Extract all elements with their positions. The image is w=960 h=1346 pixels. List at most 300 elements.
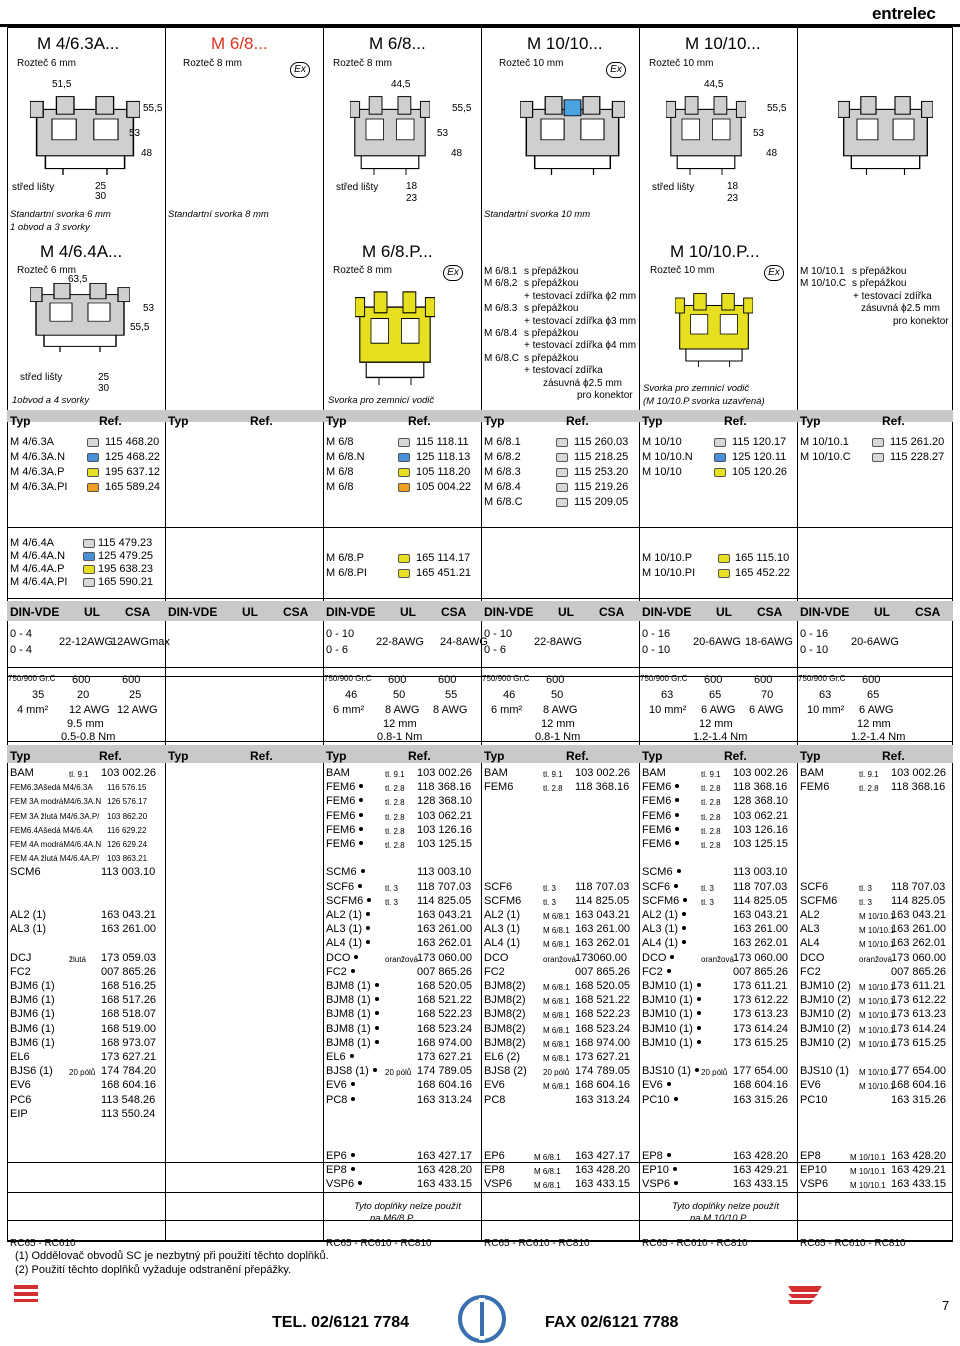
accessory-type: BJM6 (1) — [10, 1036, 55, 1049]
restriction-dot — [367, 898, 371, 902]
accessory-ref: 163 262.01 — [733, 937, 789, 950]
restriction-dot — [682, 940, 686, 944]
ul-gauge: 20-6AWG — [693, 636, 741, 648]
header-typ: Typ — [326, 749, 347, 763]
restriction-notice: Tyto doplňky nelze použít — [354, 1201, 462, 1212]
accessory-ref: 103 125.15 — [417, 838, 473, 850]
column-caption: Svorka pro zemnicí vodič — [643, 383, 750, 394]
variant-desc: zásuvná ϕ2.5 mm — [861, 303, 940, 315]
ref-icon — [87, 438, 99, 447]
accessory-note: 20 pólů — [385, 1068, 412, 1078]
ref-number: 165 590.21 — [98, 576, 154, 588]
variant-desc: + testovací zdířka — [524, 365, 603, 377]
accessory-ref: 168 520.05 — [575, 980, 631, 992]
restriction-dot — [358, 1181, 362, 1185]
accessory-type: DCO — [326, 952, 358, 964]
accessory-type: FC2 — [800, 965, 821, 978]
voltage-ul: 600 — [388, 674, 407, 686]
rail-compat: RC65 - RC610 — [10, 1238, 76, 1249]
accessory-note: tl. 3 — [385, 897, 398, 907]
accessory-ref: 168 974.00 — [417, 1036, 473, 1049]
column-title: M 6/8... — [211, 34, 268, 53]
terminal-drawing — [350, 95, 430, 175]
accessory-note: 116 576.15 — [107, 783, 147, 793]
restriction-dot — [361, 869, 365, 873]
accessory-ref: 103 002.26 — [417, 767, 473, 779]
accessory-ref: 103 062.21 — [417, 809, 473, 822]
accessory-type: FC2 — [642, 966, 671, 978]
accessory-type: AL3 (1) — [642, 923, 686, 935]
ref-icon — [87, 453, 99, 462]
ref-number: 115 479.23 — [98, 537, 153, 549]
accessory-type: PC10 — [642, 1094, 678, 1106]
header-typ: Typ — [800, 414, 821, 428]
dimension-label: 44,5 — [391, 79, 411, 90]
ref-type: M 4/6.3A — [10, 436, 55, 448]
accessory-type: BJM10 (1) — [642, 980, 701, 992]
header-ref: Ref. — [250, 749, 273, 763]
ref-type: M 6/8.C — [484, 496, 523, 508]
restriction-dot — [351, 969, 355, 973]
cert-csa: CSA — [441, 605, 467, 619]
restriction-dot — [675, 784, 679, 788]
extra-type: EP8 — [642, 1150, 671, 1162]
accessory-ref: 163 043.21 — [733, 909, 789, 921]
voltage-ul: 600 — [72, 674, 91, 686]
accessory-ref: 168 518.07 — [101, 1008, 157, 1021]
accessory-note: M 10/10.1 — [859, 1011, 895, 1021]
accessory-ref: 168 604.16 — [101, 1079, 157, 1092]
din-range: 0 - 16 — [800, 628, 829, 640]
cert-din: DIN-VDE — [326, 605, 376, 619]
din-range: 0 - 10 — [484, 628, 513, 640]
accessory-ref: 113 550.24 — [101, 1107, 156, 1120]
variant-desc: s přepážkou — [524, 328, 579, 339]
current-ul: 50 — [393, 689, 406, 701]
accessory-note: 103 862.20 — [107, 811, 148, 821]
extra-note: M 10/10.1 — [850, 1181, 886, 1191]
ref-icon — [87, 468, 99, 477]
column-divider — [323, 27, 324, 1241]
accessory-note: M 10/10.1 — [859, 1025, 895, 1035]
column-divider — [165, 27, 166, 1241]
pitch-label: Rozteč 6 mm — [17, 58, 76, 69]
section-ul: 6 AWG — [859, 704, 894, 716]
accessory-note: tl. 2.8 — [385, 841, 405, 850]
column-title: M 10/10... — [685, 34, 761, 53]
extra-note: M 6/8.1 — [534, 1167, 561, 1177]
row-rule — [7, 667, 953, 668]
variant-code: M 6/8.C — [484, 352, 520, 364]
row-rule — [7, 741, 953, 742]
accessory-ref: 168 604.16 — [891, 1079, 947, 1092]
ex-badge: Ex — [443, 265, 463, 281]
restriction-dot — [670, 955, 674, 959]
din-range: 0 - 10 — [642, 644, 671, 656]
section-title: M 6/8.P... — [362, 242, 433, 261]
pitch-label: Rozteč 8 mm — [333, 58, 392, 69]
accessory-type: BJM8 (1) — [326, 1008, 379, 1020]
restriction-dot — [375, 1026, 379, 1030]
variant-code: M 6/8.3 — [484, 303, 518, 315]
accessory-type: DCO — [642, 952, 674, 964]
ex-badge: Ex — [606, 62, 626, 78]
accessory-note: M 6/8.1 — [543, 1039, 570, 1049]
ref-number: 195 638.23 — [98, 563, 154, 575]
extra-ref: 163 428.20 — [575, 1164, 631, 1177]
accessory-ref: 173 614.24 — [733, 1022, 789, 1035]
accessory-ref: 173 060.00 — [891, 951, 947, 964]
restriction-dot — [366, 940, 370, 944]
accessory-ref: 128 368.10 — [733, 795, 789, 808]
rail-compat: RC65 - RC610 - RC810 — [326, 1238, 432, 1249]
accessory-ref: 113 003.10 — [733, 866, 788, 879]
cert-csa: CSA — [757, 605, 783, 619]
header-ref: Ref. — [724, 749, 747, 763]
accessory-type: FEM6 — [642, 824, 679, 836]
extra-note: M 6/8.1 — [534, 1153, 561, 1162]
column-title: M 4/6.3A... — [37, 34, 120, 53]
ref-icon — [398, 438, 410, 447]
dimension-label: 48 — [451, 148, 463, 159]
accessory-type: AL2 — [800, 909, 820, 921]
restriction-notice: na M 10/10.P — [690, 1213, 747, 1224]
accessory-ref: 118 707.03 — [891, 880, 946, 893]
section-din: 10 mm² — [807, 704, 845, 716]
accessory-note: M 6/8.1 — [543, 1082, 570, 1092]
variant-desc: pro konektor — [893, 315, 949, 327]
ref-number: 115 261.20 — [890, 436, 945, 448]
ref-type: M 4/6.3A.N — [10, 451, 66, 463]
ref-number: 165 452.22 — [735, 567, 791, 579]
terminal-drawing — [30, 282, 130, 352]
strip-length: 12 mm — [857, 718, 891, 730]
accessory-type: BJM8 (1) — [326, 980, 379, 992]
ref-number: 165 115.10 — [735, 552, 790, 564]
dimension-label: 48 — [766, 148, 778, 159]
accessory-type: FEM6 — [326, 824, 363, 836]
ref-icon — [718, 554, 730, 563]
ref-number: 125 468.22 — [105, 451, 161, 463]
accessory-ref: 118 707.03 — [733, 880, 788, 893]
header-ref: Ref. — [99, 749, 122, 763]
accessory-note: tl. 9.1 — [385, 770, 405, 779]
row-rule — [7, 1162, 953, 1163]
accessory-note: M 6/8.1 — [543, 940, 570, 950]
accessory-ref: 168 523.24 — [575, 1022, 631, 1035]
accessory-type: EV6 — [326, 1079, 355, 1091]
accessory-ref: 173 611.21 — [891, 980, 946, 992]
accessory-note: tl. 3 — [701, 883, 714, 893]
dimension-label: 51,5 — [52, 79, 72, 90]
column-caption: Standartní svorka 6 mm — [10, 209, 111, 220]
strip-length: 12 mm — [541, 718, 575, 730]
accessory-ref: 007 865.26 — [575, 965, 631, 978]
ref-icon — [83, 565, 95, 574]
accessory-note: tl. 3 — [543, 883, 556, 893]
restriction-dot — [359, 784, 363, 788]
column-caption: Svorka pro zemnicí vodič — [328, 395, 435, 406]
accessory-type: DCJ — [10, 951, 32, 964]
ref-type: M 4/6.4A.P — [10, 563, 65, 575]
ref-icon — [872, 453, 884, 462]
restriction-dot — [677, 869, 681, 873]
accessory-note: 126 629.24 — [107, 840, 148, 849]
accessory-note: M 6/8.1 — [543, 1025, 570, 1035]
extra-ref: 163 433.15 — [891, 1178, 947, 1191]
accessory-ref: 173 060.00 — [417, 951, 473, 964]
current-din: 46 — [345, 689, 358, 701]
extra-type: EP6 — [484, 1150, 505, 1162]
accessory-type: EL6 (2) — [484, 1051, 521, 1063]
accessory-ref: 114 825.05 — [575, 894, 630, 907]
accessory-type: AL2 (1) — [484, 909, 521, 921]
accessory-type: AL4 (1) — [484, 937, 521, 950]
accessory-ref: 173 615.25 — [891, 1036, 947, 1049]
cert-din: DIN-VDE — [10, 605, 60, 619]
cert-csa: CSA — [599, 605, 625, 619]
accessory-ref: 168 523.24 — [417, 1022, 473, 1035]
accessory-note: tl. 3 — [543, 897, 556, 907]
accessory-note: tl. 2.8 — [701, 798, 721, 808]
ul-gauge: 22-12AWG — [59, 636, 114, 648]
accessory-type: BAM — [642, 767, 666, 779]
din-range: 0 - 6 — [484, 644, 507, 656]
accessory-ref: 163 262.01 — [575, 937, 631, 950]
accessory-note: tl. 2.8 — [701, 812, 721, 822]
accessory-ref: 114 825.05 — [891, 894, 946, 907]
accessory-ref: 163 262.01 — [417, 937, 473, 950]
header-ref: Ref. — [566, 414, 589, 428]
accessory-ref: 163 043.21 — [101, 909, 157, 921]
header-typ: Typ — [10, 749, 31, 763]
accessory-type: BAM — [326, 767, 350, 779]
accessory-type: FEM 3A žlutá M4/6.3A.P/ — [10, 811, 100, 821]
voltage-csa: 600 — [122, 674, 141, 686]
ref-number: 115 118.11 — [416, 436, 469, 448]
column-caption: (M 10/10.P svorka uzavřená) — [643, 396, 765, 407]
accessory-type: FEM6 — [326, 795, 363, 807]
extra-type: EP6 — [326, 1150, 355, 1162]
ref-number: 165 451.21 — [416, 567, 472, 579]
header-ref: Ref. — [724, 414, 747, 428]
current-csa: 70 — [761, 689, 774, 701]
accessory-note: M 10/10.1 — [859, 983, 895, 992]
accessory-type: BJM10 (1) — [642, 1023, 701, 1035]
variant-desc: s přepážkou — [524, 266, 579, 277]
accessory-ref: 118 368.16 — [733, 781, 788, 794]
ref-type: M 10/10.PI — [642, 567, 696, 579]
accessory-ref: 173 612.22 — [891, 994, 947, 1007]
dimension-label: 48 — [141, 148, 153, 159]
ref-icon — [83, 578, 95, 587]
header-ref: Ref. — [99, 414, 122, 428]
ref-number: 105 118.20 — [416, 466, 471, 478]
ref-type: M 4/6.3A.P — [10, 466, 65, 478]
header-typ: Typ — [168, 749, 189, 763]
accessory-type: PC8 — [484, 1093, 506, 1106]
section-ul: 6 AWG — [701, 704, 736, 716]
dimension-label: 30 — [95, 191, 107, 202]
ref-number: 115 253.20 — [574, 466, 629, 478]
cert-din: DIN-VDE — [484, 605, 534, 619]
variant-code: M 6/8.2 — [484, 278, 518, 290]
accessory-note: oranžová — [701, 954, 734, 964]
ref-type: M 10/10.N — [642, 451, 693, 463]
column-divider — [797, 27, 798, 1241]
ref-icon — [398, 453, 410, 462]
accessory-type: BJS8 (1) — [326, 1065, 377, 1077]
accessory-ref: 113 003.10 — [101, 866, 156, 879]
accessory-type: EL6 — [10, 1051, 30, 1063]
restriction-dot — [673, 1167, 677, 1171]
accessory-note: tl. 3 — [385, 883, 398, 893]
center-logo — [455, 1294, 509, 1344]
ref-type: M 6/8.PI — [326, 567, 367, 579]
accessory-ref: 103 002.26 — [733, 767, 789, 779]
restriction-dot — [366, 926, 370, 930]
variant-code: M 10/10.C — [800, 278, 847, 290]
restriction-dot — [359, 841, 363, 845]
ref-icon — [398, 554, 410, 563]
torque: 1.2-1.4 Nm — [851, 731, 906, 743]
restriction-dot — [359, 813, 363, 817]
accessory-type: EV6 — [484, 1079, 505, 1092]
accessory-type: BJM10 (2) — [800, 980, 851, 992]
ref-number: 115 219.26 — [574, 481, 629, 493]
accessory-ref: 173 059.03 — [101, 951, 157, 964]
accessory-ref: 103 062.21 — [733, 809, 789, 822]
ref-icon — [714, 438, 726, 447]
accessory-type: BJM10 (1) — [642, 1037, 701, 1049]
accessory-ref: 103 002.26 — [891, 767, 947, 779]
strip-length: 12 mm — [699, 718, 733, 730]
header-typ: Typ — [168, 414, 189, 428]
ex-badge: Ex — [290, 62, 310, 78]
current-ul: 20 — [77, 689, 90, 701]
current-din: 46 — [503, 689, 516, 701]
dimension-label: 30 — [98, 383, 110, 394]
torque: 0.8-1 Nm — [377, 731, 423, 743]
ul-gauge: 20-6AWG — [851, 636, 899, 648]
variant-desc: + testovací zdířka ϕ3 mm — [524, 315, 637, 327]
accessory-note: 20 pólů — [69, 1068, 96, 1078]
column-title: M 6/8... — [369, 34, 426, 53]
ul-gauge: 22-8AWG — [376, 636, 424, 648]
accessory-ref: 173 060.00 — [733, 951, 789, 964]
accessory-type: BAM — [484, 767, 508, 779]
section-ul: 8 AWG — [385, 704, 420, 716]
dimension-label: 53 — [143, 303, 155, 314]
dimension-label: 18 — [727, 181, 739, 192]
ref-type: M 10/10.1 — [800, 436, 849, 448]
current-ul: 65 — [867, 689, 880, 701]
accessory-ref: 168 521.22 — [575, 994, 631, 1007]
accessory-ref: 168 974.00 — [575, 1036, 631, 1049]
accessory-note: M 10/10.1 — [859, 1068, 895, 1078]
accessory-type: BJS10 (1) — [642, 1065, 699, 1077]
accessory-ref: 168 520.05 — [417, 980, 473, 992]
rail-label: střed lišty — [20, 372, 63, 383]
fax-number: FAX 02/6121 7788 — [545, 1314, 679, 1331]
terminal-drawing — [675, 292, 753, 367]
accessory-type: PC10 — [800, 1093, 828, 1106]
ref-number: 115 120.17 — [732, 436, 787, 448]
accessory-ref: 163 043.21 — [891, 909, 947, 921]
pitch-label: Rozteč 6 mm — [17, 265, 76, 276]
section-title: M 4/6.4A... — [40, 242, 123, 261]
accessory-type: FEM6 — [642, 795, 679, 807]
restriction-dot — [373, 1068, 377, 1072]
header-ref: Ref. — [566, 749, 589, 763]
ref-icon — [556, 468, 568, 477]
terminal-drawing — [666, 95, 746, 175]
ex-badge: Ex — [764, 265, 784, 281]
restriction-dot — [667, 1082, 671, 1086]
accessory-note: tl. 2.8 — [385, 784, 405, 794]
cert-ul: UL — [874, 605, 890, 619]
ref-type: M 6/8 — [326, 481, 354, 493]
restriction-dot — [674, 884, 678, 888]
din-range: 0 - 4 — [10, 628, 33, 640]
ul-gauge: 22-8AWG — [534, 636, 582, 648]
voltage-ul: 600 — [862, 674, 881, 686]
accessory-ref: 118 707.03 — [575, 880, 630, 893]
accessory-note: 20 pólů — [701, 1068, 728, 1078]
accessory-type: BJM6 (1) — [10, 994, 55, 1007]
accessory-type: AL2 (1) — [326, 909, 370, 921]
accessory-type: SCM6 — [10, 866, 41, 879]
restriction-dot — [359, 798, 363, 802]
voltage-ul: 600 — [704, 674, 723, 686]
accessory-ref: 163 043.21 — [575, 909, 631, 921]
terminal-drawing — [355, 290, 435, 385]
ref-type: M 10/10.C — [800, 451, 851, 463]
current-din: 63 — [819, 689, 832, 701]
ref-icon — [83, 552, 95, 561]
accessory-ref: 173 614.24 — [891, 1022, 947, 1035]
accessory-type: BJM8 (1) — [326, 1037, 379, 1049]
torque: 0.8-1 Nm — [535, 731, 581, 743]
rail-compat: RC65 - RC610 - RC810 — [642, 1238, 748, 1249]
csa-gauge: 18-6AWG — [745, 636, 793, 648]
restriction-dot — [682, 912, 686, 916]
accessory-note: tl. 9.1 — [69, 770, 89, 779]
ref-type: M 10/10 — [642, 466, 682, 478]
page-number: 7 — [942, 1298, 950, 1313]
section-csa: 8 AWG — [433, 704, 468, 716]
header-ref: Ref. — [250, 414, 273, 428]
accessory-type: AL4 — [800, 937, 820, 950]
ref-type: M 6/8.N — [326, 451, 365, 463]
cert-ul: UL — [242, 605, 258, 619]
accessory-type: BJM8(2) — [484, 1022, 526, 1035]
accessory-note: M 10/10.1 — [859, 1039, 895, 1049]
voltage-din: 750/900 Gr.C — [8, 674, 56, 683]
accessory-ref: 173 611.21 — [733, 980, 788, 992]
footnote: (2) Použití těchto doplňků vyžaduje odstranění přepážky. — [15, 1264, 292, 1276]
current-ul: 65 — [709, 689, 722, 701]
accessory-ref: 103 002.26 — [575, 767, 631, 779]
ref-icon — [556, 438, 568, 447]
accessory-type: SCFM6 — [326, 895, 371, 907]
header-typ: Typ — [326, 414, 347, 428]
row-rule — [7, 598, 953, 599]
accessory-note: tl. 2.8 — [385, 812, 405, 822]
accessory-ref: 173 613.23 — [891, 1008, 947, 1021]
extra-type: EP8 — [800, 1150, 821, 1162]
ref-type: M 4/6.4A — [10, 537, 55, 549]
